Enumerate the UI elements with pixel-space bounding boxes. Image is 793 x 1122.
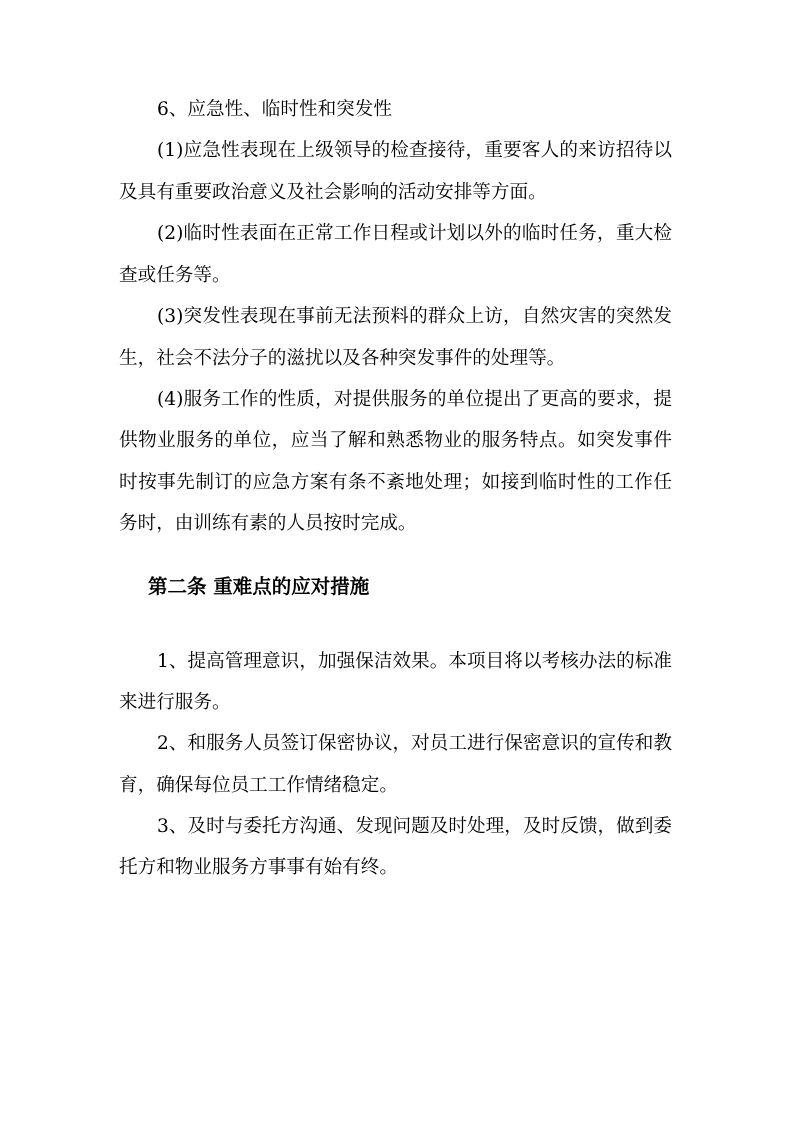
text-line: 查或任务等。 [119,265,231,286]
text-line: 1、提高管理意识，加强保洁效果。本项目将以考核办法的标准 [157,651,672,672]
text-line: 育，确保每位员工工作情绪稳定。 [119,775,398,796]
text-line: (1)应急性表现在上级领导的检查接待，重要客人的来访招待以 [157,140,672,161]
article-heading: 第二条 重难点的应对措施 [148,575,370,598]
text-line: 生，社会不法分子的滋扰以及各种突发事件的处理等。 [119,348,566,369]
text-line: 时按事先制订的应急方案有条不紊地处理；如接到临时性的工作任 [119,472,672,493]
text-line: 2、和服务人员签订保密协议，对员工进行保密意识的宣传和教 [157,733,672,754]
section-title: 6、应急性、临时性和突发性 [157,99,392,120]
text-line: (4)服务工作的性质，对提供服务的单位提出了更高的要求，提 [157,389,672,410]
text-line: 来进行服务。 [119,692,231,713]
text-line: 3、及时与委托方沟通、发现问题及时处理，及时反馈，做到委 [157,816,672,837]
text-line: (2)临时性表面在正常工作日程或计划以外的临时任务，重大检 [157,223,672,244]
text-line: 务时，由训练有素的人员按时完成。 [119,513,417,534]
text-line: 及具有重要政治意义及社会影响的活动安排等方面。 [119,182,547,203]
text-line: 托方和物业服务方事事有始有终。 [119,857,398,878]
text-line: (3)突发性表现在事前无法预料的群众上访，自然灾害的突然发 [157,306,672,327]
text-line: 供物业服务的单位，应当了解和熟悉物业的服务特点。如突发事件 [119,430,672,451]
